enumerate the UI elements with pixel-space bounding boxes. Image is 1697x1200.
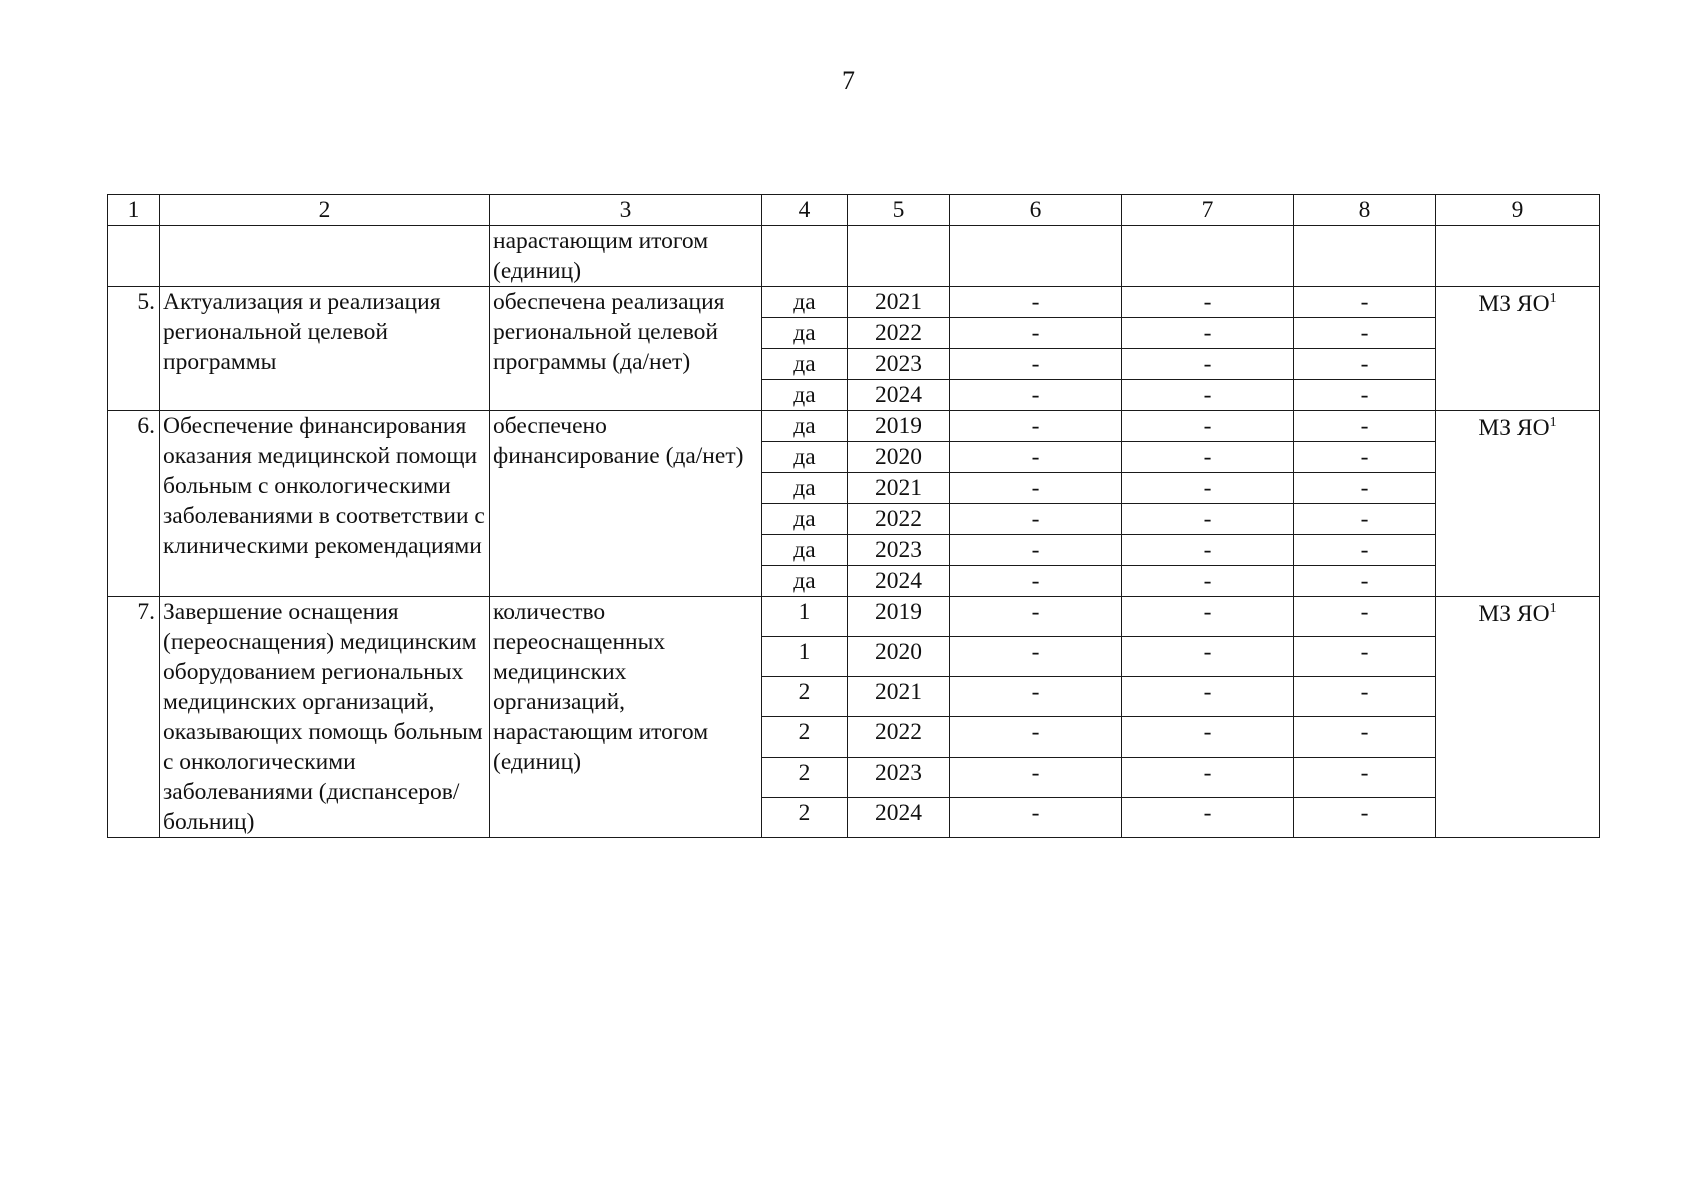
column-number: 1: [108, 195, 160, 226]
year-cell: 2019: [848, 411, 950, 442]
task-row: [108, 411, 1600, 442]
responsible-name: МЗ ЯО: [1478, 291, 1550, 317]
column-6-value: -: [950, 287, 1122, 318]
responsible-cell: [1436, 411, 1600, 597]
target-value: 2: [762, 677, 848, 717]
column-8-value: -: [1294, 380, 1436, 411]
column-number: 7: [1122, 195, 1294, 226]
target-value: 2: [762, 717, 848, 757]
column-7-value: -: [1122, 797, 1294, 837]
column-number: 8: [1294, 195, 1436, 226]
target-value: да: [762, 411, 848, 442]
column-8-value: -: [1294, 349, 1436, 380]
year-cell: 2020: [848, 637, 950, 677]
row-number: 7.: [108, 597, 160, 838]
column-7-value: -: [1122, 411, 1294, 442]
year-cell: 2024: [848, 566, 950, 597]
column-6-value: -: [950, 797, 1122, 837]
responsible-name: МЗ ЯО: [1478, 415, 1550, 441]
column-7-value: -: [1122, 318, 1294, 349]
column-number: 6: [950, 195, 1122, 226]
target-value: да: [762, 566, 848, 597]
indicator-cell: обеспечена реализация региональной целевой программы (да/нет): [490, 287, 762, 411]
column-7-value: -: [1122, 473, 1294, 504]
indicator-cell: обеспечено финансирование (да/нет): [490, 411, 762, 597]
column-7-value: -: [1122, 349, 1294, 380]
column-7-value: -: [1122, 637, 1294, 677]
column-number: 5: [848, 195, 950, 226]
task-row: [108, 597, 1600, 637]
column-8-value: -: [1294, 318, 1436, 349]
responsible-name: МЗ ЯО: [1478, 601, 1550, 627]
column-7-value: -: [1122, 677, 1294, 717]
column-8-value: -: [1294, 411, 1436, 442]
responsible-cell: [1436, 597, 1600, 838]
year-cell: 2024: [848, 797, 950, 837]
task-cell: Актуализация и реализация региональной целевой программы: [160, 287, 490, 411]
task-cell: Обеспечение финансирования оказания медицинской помощи больным с онкологическими заболеваниями в соответствии с клиническими рекомендациями: [160, 411, 490, 597]
responsible-cell: [1436, 287, 1600, 411]
target-value: да: [762, 349, 848, 380]
column-8-value: -: [1294, 797, 1436, 837]
task-cell: Завершение оснащения (переоснащения) медицинским оборудованием региональных медицинских организаций, оказывающих помощь больным с онкологическими заболеваниями (диспансеров/больниц): [160, 597, 490, 838]
column-6-value: -: [950, 677, 1122, 717]
column-6-value: -: [950, 349, 1122, 380]
year-cell: 2022: [848, 504, 950, 535]
column-6-value: -: [950, 380, 1122, 411]
column-8-value: -: [1294, 677, 1436, 717]
target-value: 1: [762, 597, 848, 637]
column-number: 4: [762, 195, 848, 226]
plan-table: [107, 194, 1600, 838]
target-value: да: [762, 380, 848, 411]
task-row: [108, 287, 1600, 318]
row-number: 5.: [108, 287, 160, 411]
column-6-value: -: [950, 637, 1122, 677]
year-cell: 2023: [848, 535, 950, 566]
column-8-value: -: [1294, 535, 1436, 566]
target-value: 1: [762, 637, 848, 677]
column-7-value: -: [1122, 757, 1294, 797]
column-6-value: -: [950, 535, 1122, 566]
column-6-value: -: [950, 318, 1122, 349]
column-6-value: -: [950, 597, 1122, 637]
column-8-value: -: [1294, 757, 1436, 797]
year-cell: 2022: [848, 717, 950, 757]
column-6-value: -: [950, 717, 1122, 757]
column-8-value: -: [1294, 566, 1436, 597]
year-cell: 2023: [848, 757, 950, 797]
column-8-value: -: [1294, 287, 1436, 318]
indicator-cell: нарастающим итогом (единиц): [490, 226, 762, 287]
column-8-value: -: [1294, 442, 1436, 473]
column-7-value: -: [1122, 566, 1294, 597]
column-6-value: -: [950, 566, 1122, 597]
column-8-value: -: [1294, 637, 1436, 677]
year-cell: 2021: [848, 287, 950, 318]
year-cell: 2021: [848, 473, 950, 504]
column-7-value: -: [1122, 717, 1294, 757]
column-8-value: -: [1294, 597, 1436, 637]
year-cell: 2023: [848, 349, 950, 380]
column-7-value: -: [1122, 597, 1294, 637]
column-6-value: -: [950, 473, 1122, 504]
footnote-marker: 1: [1549, 291, 1557, 307]
column-8-value: -: [1294, 717, 1436, 757]
column-6-value: -: [950, 504, 1122, 535]
column-6-value: -: [950, 757, 1122, 797]
column-7-value: -: [1122, 504, 1294, 535]
target-value: да: [762, 473, 848, 504]
page-number: 7: [842, 66, 855, 95]
column-number: 9: [1436, 195, 1600, 226]
target-value: да: [762, 535, 848, 566]
column-8-value: -: [1294, 504, 1436, 535]
target-value: да: [762, 504, 848, 535]
target-value: 2: [762, 757, 848, 797]
column-7-value: -: [1122, 535, 1294, 566]
footnote-marker: 1: [1549, 415, 1557, 431]
column-6-value: -: [950, 411, 1122, 442]
column-number: 3: [490, 195, 762, 226]
year-cell: 2024: [848, 380, 950, 411]
year-cell: 2020: [848, 442, 950, 473]
year-cell: 2022: [848, 318, 950, 349]
target-value: да: [762, 287, 848, 318]
column-7-value: -: [1122, 287, 1294, 318]
column-7-value: -: [1122, 442, 1294, 473]
year-cell: 2019: [848, 597, 950, 637]
indicator-cell: количество переоснащенных медицинских организаций, нарастающим итогом (единиц): [490, 597, 762, 838]
footnote-marker: 1: [1549, 601, 1557, 617]
continuation-row: [108, 226, 1600, 287]
year-cell: 2021: [848, 677, 950, 717]
column-6-value: -: [950, 442, 1122, 473]
column-7-value: -: [1122, 380, 1294, 411]
target-value: 2: [762, 797, 848, 837]
column-8-value: -: [1294, 473, 1436, 504]
target-value: да: [762, 442, 848, 473]
column-number-row: [108, 195, 1600, 226]
target-value: да: [762, 318, 848, 349]
row-number: 6.: [108, 411, 160, 597]
column-number: 2: [160, 195, 490, 226]
